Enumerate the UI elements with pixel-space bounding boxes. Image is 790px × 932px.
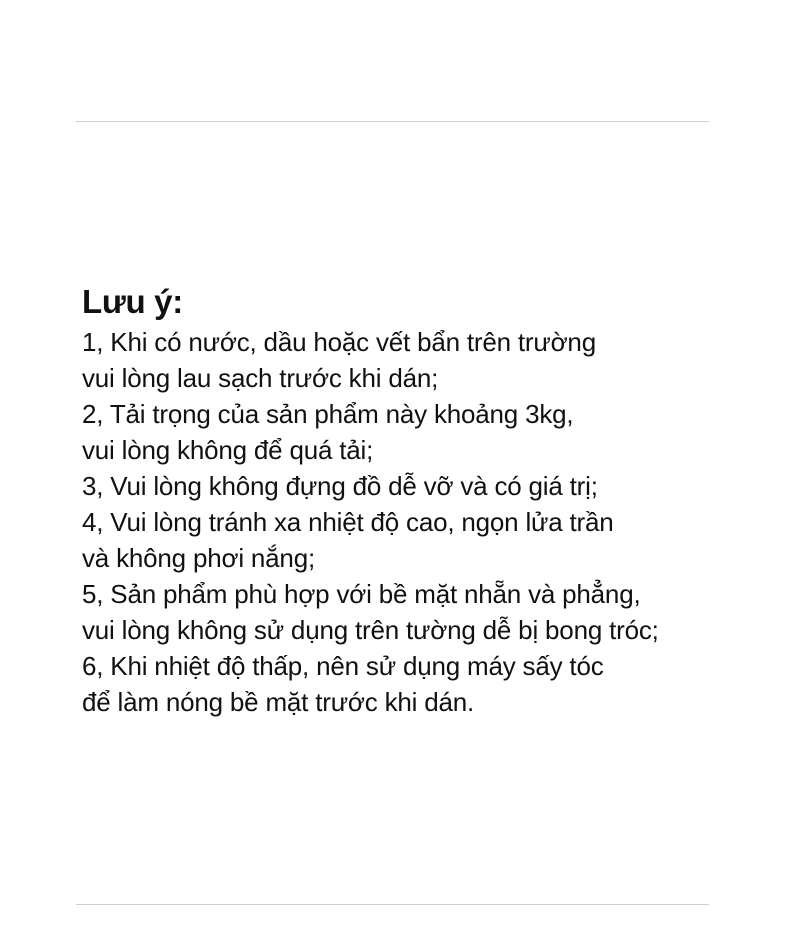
note-line: vui lòng không sử dụng trên tường dễ bị bong tróc; xyxy=(82,615,659,645)
note-line: 3, Vui lòng không đựng đồ dễ vỡ và có giá trị; xyxy=(82,471,598,501)
note-title: Lưu ý: xyxy=(82,283,183,320)
note-line: 5, Sản phẩm phù hợp với bề mặt nhẵn và phẳng, xyxy=(82,579,641,609)
top-divider xyxy=(76,121,709,122)
usage-notes xyxy=(82,282,787,720)
note-line: vui lòng lau sạch trước khi dán; xyxy=(82,363,439,393)
note-line: 1, Khi có nước, dầu hoặc vết bẩn trên trường xyxy=(82,327,596,357)
note-line: và không phơi nắng; xyxy=(82,543,315,573)
note-line: 4, Vui lòng tránh xa nhiệt độ cao, ngọn lửa trần xyxy=(82,507,614,537)
note-line: 2, Tải trọng của sản phẩm này khoảng 3kg, xyxy=(82,399,574,429)
note-list xyxy=(82,324,787,720)
note-line: để làm nóng bề mặt trước khi dán. xyxy=(82,687,475,717)
note-line: vui lòng không để quá tải; xyxy=(82,435,374,465)
note-line: 6, Khi nhiệt độ thấp, nên sử dụng máy sấy tóc xyxy=(82,651,604,681)
bottom-divider xyxy=(76,904,709,905)
